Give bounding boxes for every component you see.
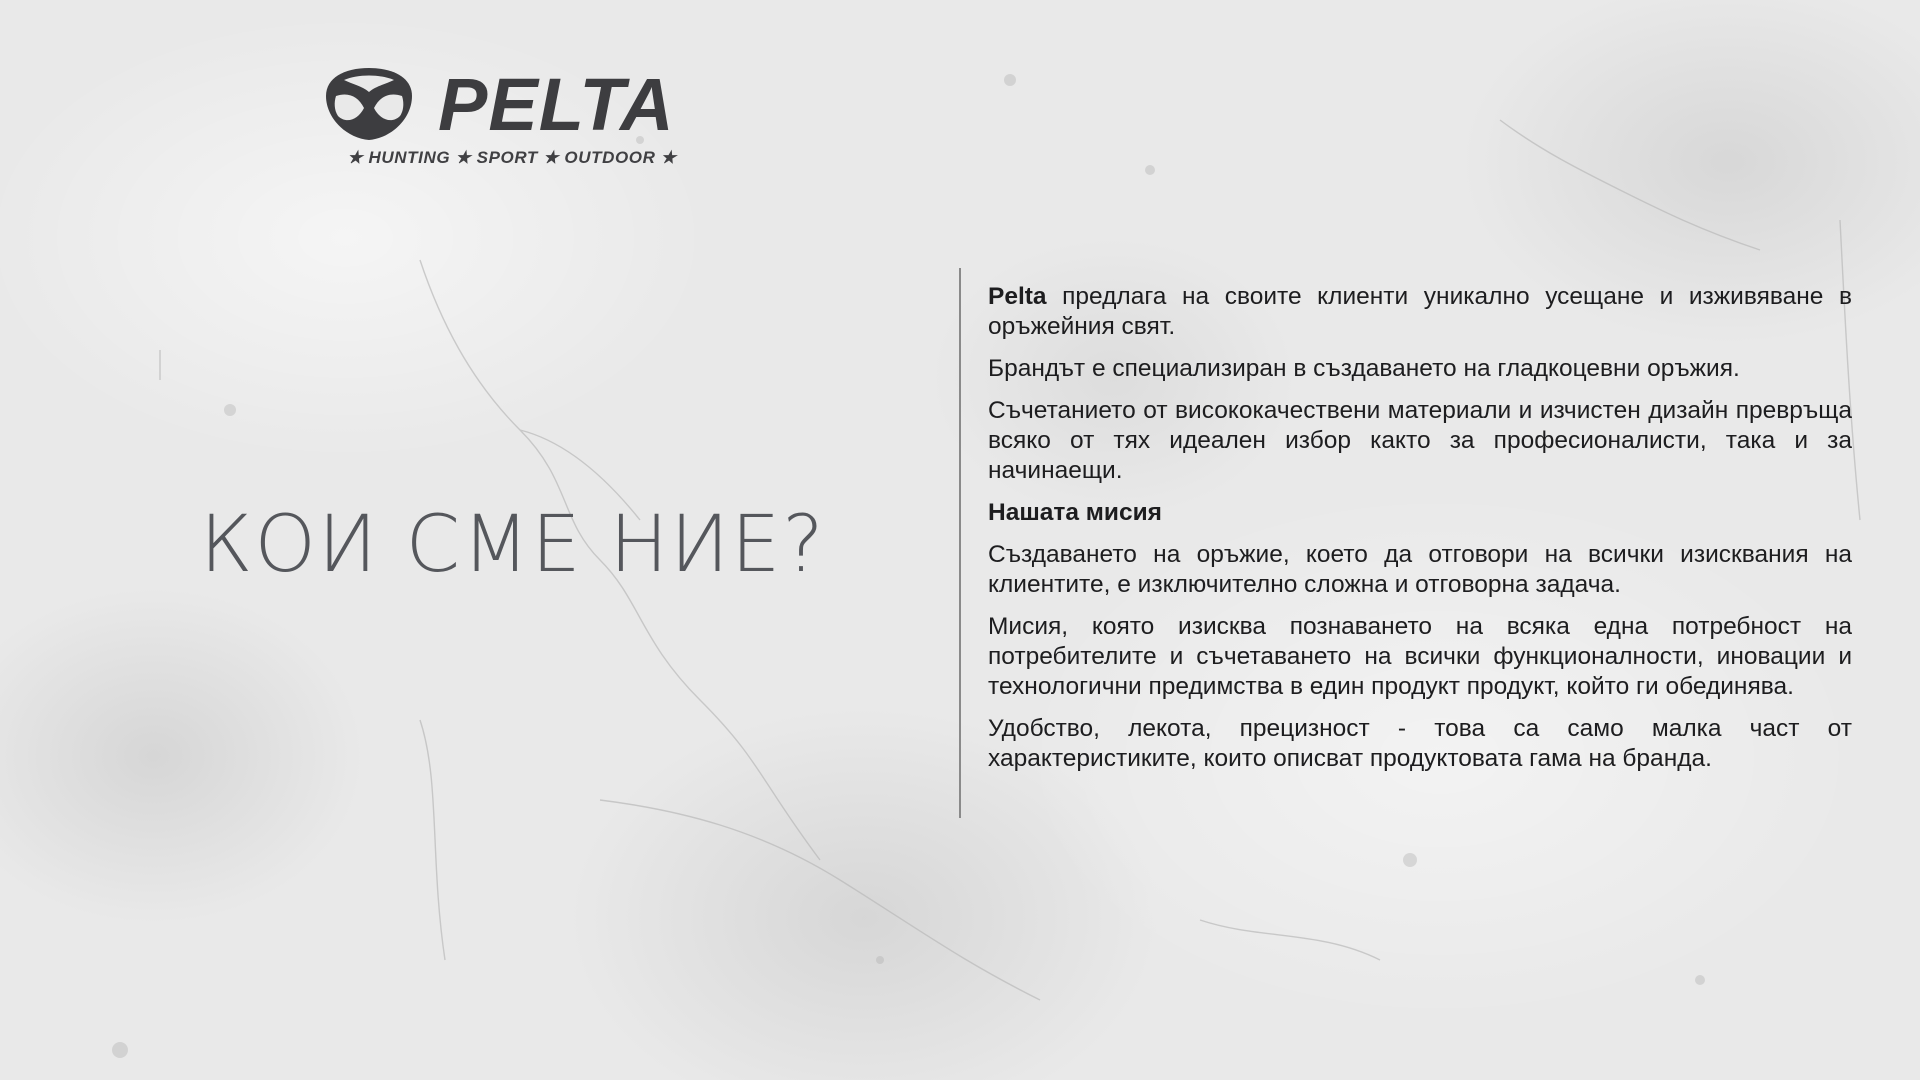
mission-paragraph-3: Удобство, лекота, прецизност - това са само малка част от характеристиките, които описват продуктовата гама на бранда. (988, 715, 1852, 772)
intro-text: предлага на своите клиенти уникално усещане и изживяване в оръжейния свят. (988, 283, 1852, 340)
about-text-block (988, 282, 1852, 786)
mission-heading: Нашата мисия (988, 499, 1162, 526)
brand-wordmark-text: PELTA (438, 63, 675, 146)
brand-logo (322, 62, 702, 172)
mission-paragraph-2: Мисия, която изисква познаването на всяка една потребност на потребителите и съчетаването на всички функционалности, иновации и технологични предимства в един продукт продукт, който ги обединява. (988, 613, 1852, 700)
materials-paragraph: Съчетанието от висококачествени материали и изчистен дизайн превръща всяко от тях идеален избор както за професионалисти, така и за начинаещи. (988, 397, 1852, 484)
brand-wordmark (438, 62, 702, 152)
vertical-divider (959, 268, 961, 818)
brand-tagline: ★ HUNTING ★ SPORT ★ OUTDOOR ★ (347, 148, 677, 167)
mission-paragraph-1: Създаването на оръжие, което да отговори на всички изисквания на клиентите, е изключително сложна и отговорна задача. (988, 541, 1852, 598)
mask-shield-icon (322, 66, 416, 142)
page-title: КОИ СМЕ НИЕ? (200, 500, 826, 590)
intro-brand-name: Pelta (988, 283, 1047, 310)
specialization-paragraph: Брандът е специализиран в създаването на гладкоцевни оръжия. (988, 355, 1740, 382)
intro-paragraph (988, 282, 1852, 342)
